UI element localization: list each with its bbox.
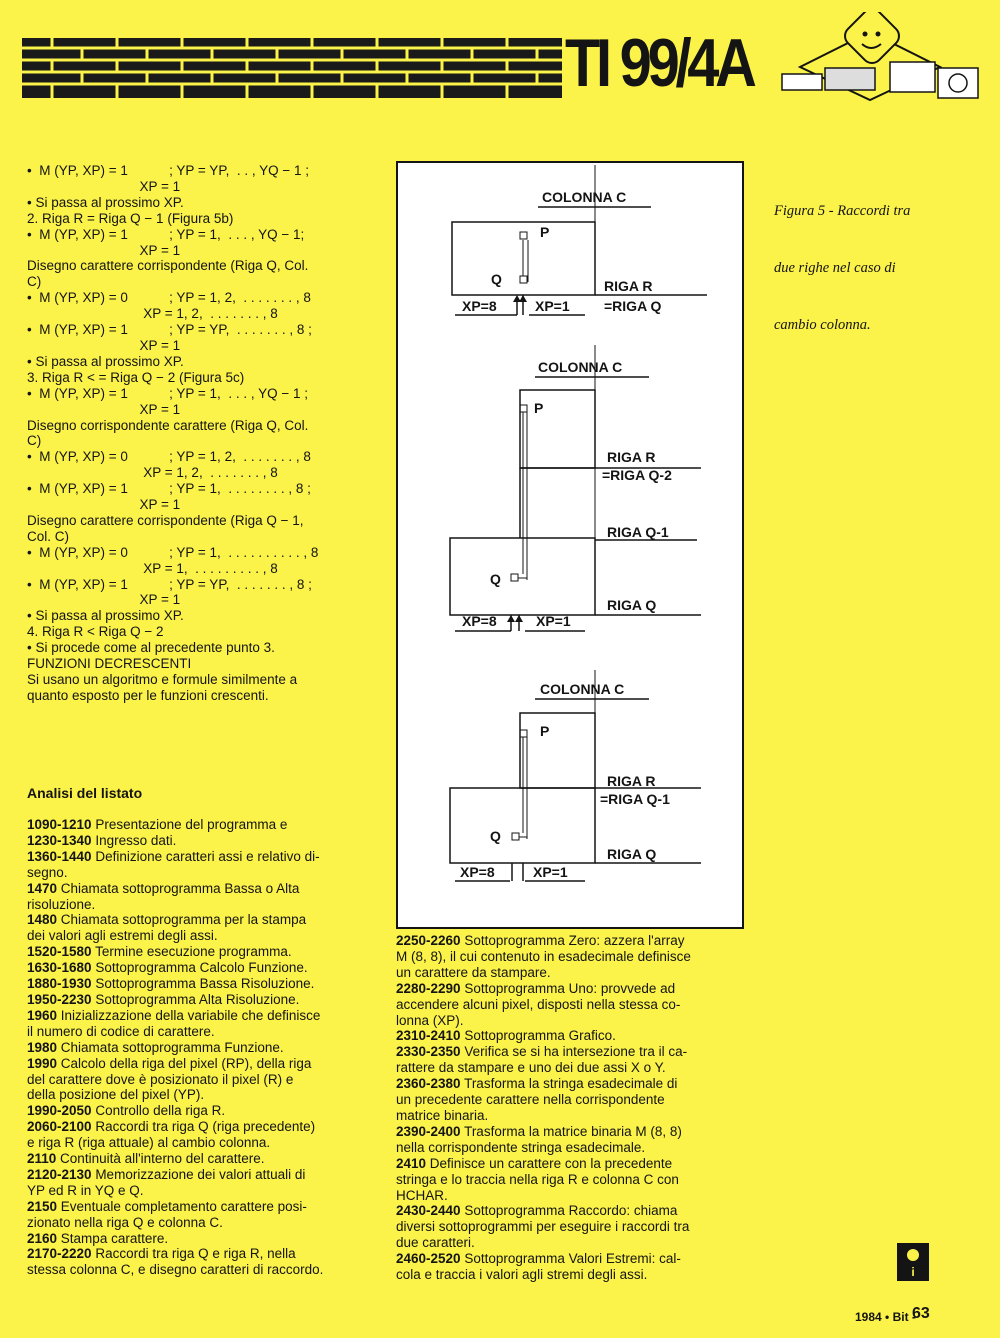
listing-entry — [396, 1267, 741, 1283]
line-description: Chiamata sottoprogramma Funzione. — [57, 1039, 284, 1055]
text-line: • M (YP, XP) = 1 ; YP = YP, . . . . . . . , 8 ; — [27, 322, 312, 338]
listing-entry — [27, 1056, 372, 1072]
line-range: 1950-2230 — [27, 991, 92, 1007]
caption-line: cambio colonna. — [774, 317, 871, 333]
listing-entry — [27, 912, 372, 928]
section-heading: Analisi del listato — [27, 785, 143, 801]
line-range: 1880-1930 — [27, 976, 92, 992]
computer-mascot-icon — [770, 12, 985, 107]
line-description: della posizione del pixel (YP). — [27, 1087, 205, 1103]
line-description: Chiamata sottoprogramma Bassa o Alta — [57, 880, 300, 896]
panel-c-eq: =RIGA Q-1 — [600, 791, 670, 807]
line-range: 2460-2520 — [396, 1251, 461, 1267]
listing-entry — [27, 897, 372, 913]
line-description: Sottoprogramma Alta Risoluzione. — [91, 991, 300, 1007]
listing-entry — [27, 1231, 372, 1247]
text-line: Disegno carattere corrispondente (Riga Q − 1, — [27, 512, 304, 528]
figure-caption — [774, 164, 910, 354]
line-description: HCHAR. — [396, 1187, 448, 1203]
line-range: 1630-1680 — [27, 960, 92, 976]
line-description: Stampa carattere. — [57, 1230, 169, 1246]
listing-entry — [27, 1103, 372, 1119]
text-line: • M (YP, XP) = 0 ; YP = 1, 2, . . . . . . . , 8 — [27, 290, 311, 306]
text-line: XP = 1, 2, . . . . . . . , 8 — [27, 306, 278, 322]
panel-b-eq: =RIGA Q-2 — [602, 467, 672, 483]
footer-issue: 1984 • Bit - — [855, 1310, 916, 1324]
listing-entry — [27, 1135, 372, 1151]
listing-entry — [27, 1040, 372, 1056]
panel-b-riga-r: RIGA R — [607, 449, 656, 465]
text-line: • M (YP, XP) = 1 ; YP = 1, . . . . . . . . , 8 ; — [27, 481, 311, 497]
line-description: Sottoprogramma Grafico. — [460, 1028, 616, 1044]
line-range: 1090-1210 — [27, 817, 92, 832]
listing-entry — [396, 997, 741, 1013]
listing-entry — [27, 849, 372, 865]
page-number: 63 — [912, 1305, 930, 1322]
panel-c-q: Q — [490, 828, 501, 844]
line-range: 2060-2100 — [27, 1119, 92, 1135]
panel-c-xp8: XP=8 — [460, 864, 495, 880]
panel-a-q: Q — [491, 271, 502, 287]
line-description: zionato nella riga Q e colonna C. — [27, 1214, 223, 1230]
listing-entry — [396, 1013, 741, 1029]
listing-entry — [27, 1262, 372, 1278]
panel-b-q: Q — [490, 571, 501, 587]
listing-entry — [27, 817, 372, 833]
line-range: 2150 — [27, 1198, 58, 1214]
panel-b-riga-q1: RIGA Q-1 — [607, 524, 669, 540]
line-range: 2110 — [27, 1151, 57, 1167]
listing-entry — [27, 1246, 372, 1262]
line-description: e riga R (riga attuale) al cambio colonna. — [27, 1135, 271, 1151]
listing-entry — [27, 1183, 372, 1199]
panel-b-xp8: XP=8 — [462, 613, 497, 629]
line-description: Verifica se si ha intersezione tra il ca- — [460, 1044, 688, 1060]
line-range: 2120-2130 — [27, 1166, 92, 1182]
listing-left — [27, 817, 372, 1278]
text-line: • Si passa al prossimo XP. — [27, 194, 184, 210]
panel-a-column-label: COLONNA C — [542, 189, 627, 205]
text-line: Disegno corrispondente carattere (Riga Q, Col. — [27, 417, 309, 433]
listing-entry — [27, 992, 372, 1008]
text-line: Si usano un algoritmo e formule similmente a — [27, 672, 298, 687]
line-description: Calcolo della riga del pixel (RP), della riga — [57, 1055, 312, 1071]
line-description: Sottoprogramma Zero: azzera l'array — [460, 933, 685, 948]
listing-entry — [396, 949, 741, 965]
text-line: • M (YP, XP) = 1 ; YP = 1, . . . , YQ − 1; — [27, 226, 305, 242]
text-line: • M (YP, XP) = 1 ; YP = YP, . . , YQ − 1 ; — [27, 163, 309, 178]
listing-entry — [27, 1151, 372, 1167]
panel-a-eq: =RIGA Q — [604, 298, 662, 314]
line-description: Trasforma la stringa esadecimale di — [460, 1076, 678, 1092]
caption-line: Figura 5 - Raccordi tra — [774, 203, 911, 219]
panel-c-p: P — [540, 723, 550, 739]
text-line: FUNZIONI DECRESCENTI — [27, 656, 192, 672]
line-range: 1980 — [27, 1039, 58, 1055]
line-description: Sottoprogramma Uno: provvede ad — [460, 980, 676, 996]
line-description: Sottoprogramma Bassa Risoluzione. — [91, 976, 315, 992]
listing-entry — [396, 1108, 741, 1124]
line-description: matrice binaria. — [396, 1107, 489, 1123]
line-description: stessa colonna C, e disegno caratteri di raccordo. — [27, 1262, 324, 1278]
listing-entry — [27, 1215, 372, 1231]
listing-entry — [27, 833, 372, 849]
text-line: XP = 1 — [27, 592, 181, 608]
listing-entry — [396, 1188, 741, 1204]
line-description: Memorizzazione dei valori attuali di — [91, 1166, 306, 1182]
line-description: M (8, 8), il cui contenuto in esadecimale definisce — [396, 948, 691, 964]
listing-entry — [396, 965, 741, 981]
listing-entry — [396, 1124, 741, 1140]
listing-entry — [396, 1044, 741, 1060]
line-description: Raccordi tra riga Q (riga precedente) — [91, 1119, 316, 1135]
text-line: • M (YP, XP) = 0 ; YP = 1, . . . . . . . . . . , 8 — [27, 544, 319, 560]
listing-entry — [396, 933, 741, 949]
panel-c-riga-q: RIGA Q — [607, 846, 657, 862]
text-line: quanto esposto per le funzioni crescenti. — [27, 687, 269, 703]
listing-entry — [396, 1203, 741, 1219]
line-description: YP ed R in YQ e Q. — [27, 1182, 144, 1198]
line-range: 1960 — [27, 1007, 58, 1023]
line-description: dei valori agli estremi degli assi. — [27, 928, 218, 944]
listing-entry — [396, 1235, 741, 1251]
line-description: Ingresso dati. — [91, 832, 177, 848]
line-description: accendere alcuni pixel, disposti nella stessa co- — [396, 996, 681, 1012]
line-description: cola e traccia i valori agli stremi degli assi. — [396, 1267, 648, 1283]
text-line: C) — [27, 274, 42, 290]
magazine-section-title: TI 99/4A — [565, 25, 753, 101]
panel-b-column-label: COLONNA C — [538, 359, 623, 375]
line-range: 2310-2410 — [396, 1028, 461, 1044]
line-range: 2170-2220 — [27, 1246, 92, 1262]
line-range: 1360-1440 — [27, 848, 92, 864]
line-range: 2160 — [27, 1230, 58, 1246]
listing-entry — [396, 1172, 741, 1188]
line-description: Controllo della riga R. — [91, 1103, 226, 1119]
text-line: XP = 1 — [27, 337, 181, 353]
listing-entry — [27, 865, 372, 881]
caption-line: due righe nel caso di — [774, 260, 896, 276]
line-description: Sottoprogramma Raccordo: chiama — [460, 1203, 678, 1219]
listing-right — [396, 933, 741, 1283]
line-description: Eventuale completamento carattere posi- — [57, 1198, 307, 1214]
panel-c-xp1: XP=1 — [533, 864, 568, 880]
disk-label: i — [911, 1265, 915, 1279]
line-range: 1990 — [27, 1055, 58, 1071]
listing-entry — [27, 1008, 372, 1024]
line-range: 2430-2440 — [396, 1203, 461, 1219]
text-line: 3. Riga R < = Riga Q − 2 (Figura 5c) — [27, 369, 245, 385]
listing-entry — [27, 1199, 372, 1215]
text-line: • M (YP, XP) = 1 ; YP = 1, . . . , YQ − 1 ; — [27, 385, 308, 401]
text-line: XP = 1, 2, . . . . . . . , 8 — [27, 465, 278, 481]
line-description: del carattere dove è posizionato il pixel (R) e — [27, 1071, 294, 1087]
text-line: XP = 1 — [27, 401, 181, 417]
listing-entry — [27, 928, 372, 944]
line-range: 1990-2050 — [27, 1103, 92, 1119]
line-description: Sottoprogramma Calcolo Funzione. — [91, 960, 308, 976]
line-description: Presentazione del programma e — [91, 817, 288, 832]
line-description: due caratteri. — [396, 1235, 475, 1251]
panel-b-riga-q: RIGA Q — [607, 597, 657, 613]
listing-entry — [27, 1072, 372, 1088]
listing-entry — [396, 1156, 741, 1172]
panel-b-xp1: XP=1 — [536, 613, 571, 629]
line-description: diversi sottoprogrammi per eseguire i raccordi tra — [396, 1219, 690, 1235]
panel-c-column-label: COLONNA C — [540, 681, 625, 697]
line-description: lonna (XP). — [396, 1012, 464, 1028]
panel-a-xp1: XP=1 — [535, 298, 570, 314]
line-range: 2250-2260 — [396, 933, 461, 948]
line-description: stringa e lo traccia nella riga R e colonna C con — [396, 1171, 679, 1187]
line-description: un precedente carattere nella corrispondente — [396, 1092, 665, 1108]
line-description: segno. — [27, 864, 68, 880]
listing-entry — [27, 1024, 372, 1040]
line-range: 2410 — [396, 1155, 427, 1171]
listing-entry — [27, 1087, 372, 1103]
listing-entry — [27, 976, 372, 992]
line-range: 1230-1340 — [27, 832, 92, 848]
line-description: Termine esecuzione programma. — [91, 944, 292, 960]
line-range: 2360-2380 — [396, 1076, 461, 1092]
line-description: Trasforma la matrice binaria M (8, 8) — [460, 1123, 682, 1139]
floppy-disk-icon — [897, 1243, 929, 1281]
text-line: • Si procede come al precedente punto 3. — [27, 640, 275, 656]
listing-entry — [27, 944, 372, 960]
listing-entry — [396, 1028, 741, 1044]
text-line: Col. C) — [27, 528, 70, 544]
line-description: Continuità all'interno del carattere. — [56, 1151, 265, 1167]
line-description: il numero di codice di carattere. — [27, 1023, 215, 1039]
text-line: C) — [27, 433, 42, 449]
line-description: Definisce un carattere con la precedente — [426, 1155, 673, 1171]
listing-entry — [27, 960, 372, 976]
line-range: 1520-1580 — [27, 944, 92, 960]
listing-entry — [396, 1076, 741, 1092]
panel-b-p: P — [534, 400, 544, 416]
listing-entry — [27, 1167, 372, 1183]
line-description: Raccordi tra riga Q e riga R, nella — [91, 1246, 296, 1262]
listing-entry — [396, 1060, 741, 1076]
listing-entry — [396, 1219, 741, 1235]
text-line: XP = 1 — [27, 497, 181, 513]
line-range: 1470 — [27, 880, 58, 896]
panel-a-p: P — [540, 224, 550, 240]
listing-entry — [396, 981, 741, 997]
text-line: 4. Riga R < Riga Q − 2 — [27, 624, 164, 640]
line-description: Chiamata sottoprogramma per la stampa — [57, 912, 307, 928]
brick-banner — [22, 38, 562, 98]
listing-entry — [27, 881, 372, 897]
listing-entry — [396, 1140, 741, 1156]
text-line: 2. Riga R = Riga Q − 1 (Figura 5b) — [27, 210, 234, 226]
line-description: Sottoprogramma Valori Estremi: cal- — [460, 1251, 681, 1267]
algorithm-text — [27, 163, 387, 704]
line-range: 1480 — [27, 912, 58, 928]
line-range: 2390-2400 — [396, 1123, 461, 1139]
line-range: 2280-2290 — [396, 980, 461, 996]
listing-entry — [396, 1092, 741, 1108]
text-line: XP = 1 — [27, 178, 181, 194]
line-description: Definizione caratteri assi e relativo di- — [91, 848, 320, 864]
line-description: un carattere da stampare. — [396, 964, 551, 980]
text-line: XP = 1 — [27, 242, 181, 258]
panel-a-riga-r: RIGA R — [604, 278, 653, 294]
text-line: • M (YP, XP) = 0 ; YP = 1, 2, . . . . . . . , 8 — [27, 449, 311, 465]
line-description: nella corrispondente stringa esadecimale. — [396, 1139, 646, 1155]
text-line: • Si passa al prossimo XP. — [27, 353, 184, 369]
line-description: rattere da stampare e uno dei due assi X o Y. — [396, 1060, 666, 1076]
text-line: Disegno carattere corrispondente (Riga Q, Col. — [27, 258, 309, 274]
text-line: • M (YP, XP) = 1 ; YP = YP, . . . . . . . , 8 ; — [27, 576, 312, 592]
line-description: risoluzione. — [27, 896, 96, 912]
listing-entry — [396, 1251, 741, 1267]
text-line: • Si passa al prossimo XP. — [27, 608, 184, 624]
panel-a-xp8: XP=8 — [462, 298, 497, 314]
line-description: Inizializzazione della variabile che definisce — [57, 1007, 321, 1023]
figure-5-diagram — [395, 160, 745, 930]
line-range: 2330-2350 — [396, 1044, 461, 1060]
panel-c-riga-r: RIGA R — [607, 773, 656, 789]
text-line: XP = 1, . . . . . . . . . , 8 — [27, 560, 278, 576]
listing-entry — [27, 1119, 372, 1135]
